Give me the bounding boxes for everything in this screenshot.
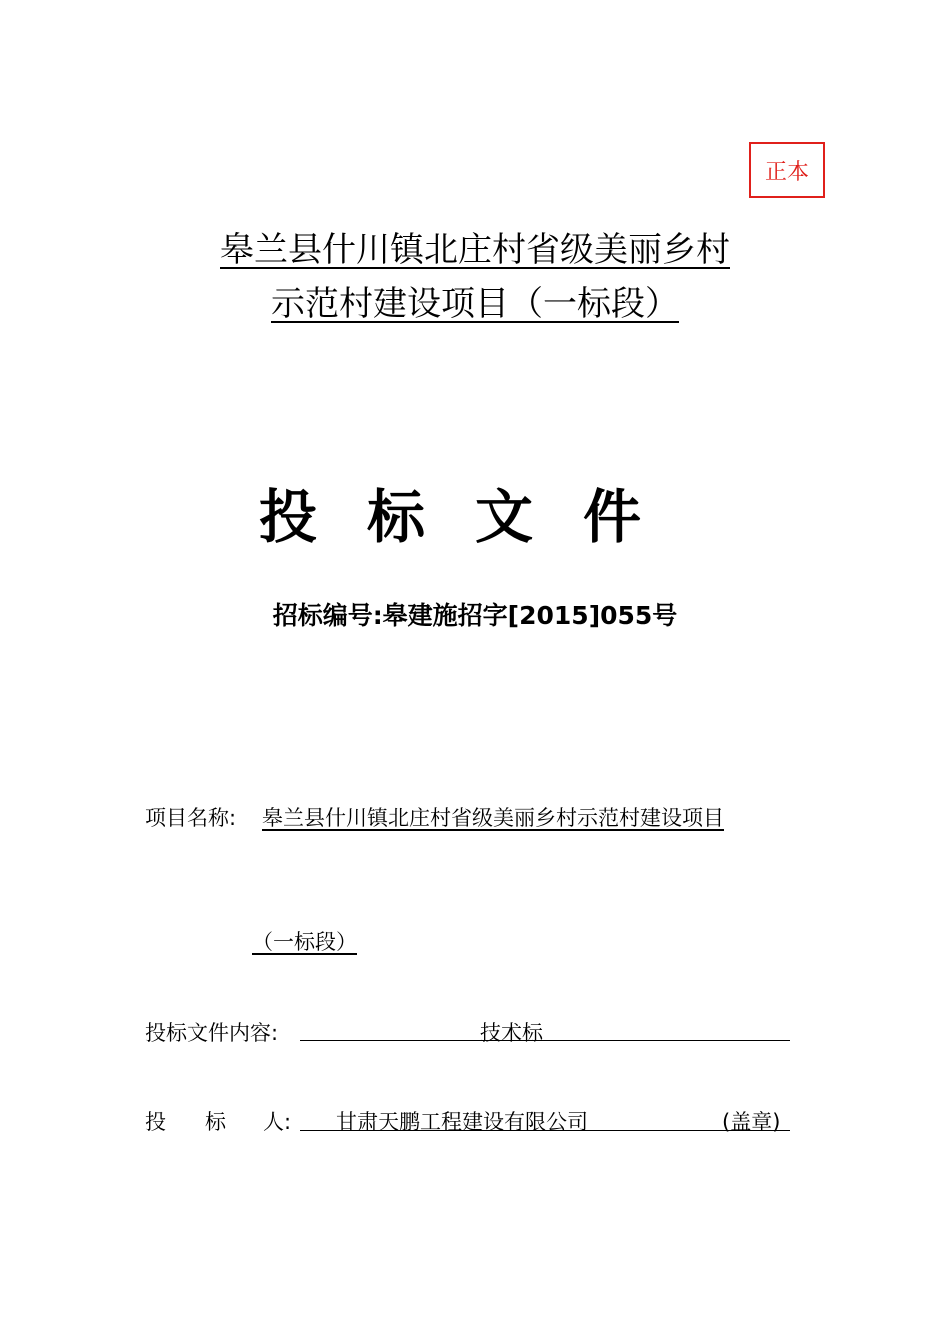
bidder-value: 甘肃天鹏工程建设有限公司 [336, 1110, 588, 1134]
project-title-line-1: 皋兰县什川镇北庄村省级美丽乡村 [220, 230, 730, 270]
content-underline [300, 1014, 790, 1041]
document-heading: 投标文件 [258, 483, 691, 551]
bidder-label-char-1: 投 [145, 1110, 166, 1134]
project-name-label: 项目名称: [145, 806, 237, 830]
project-name-value: 皋兰县什川镇北庄村省级美丽乡村示范村建设项目 [262, 806, 724, 830]
project-title-line-2: 示范村建设项目（一标段） [271, 284, 679, 324]
bidder-label-char-2: 标 [205, 1110, 226, 1134]
bid-number: 招标编号:皋建施招字[2015]055号 [272, 601, 678, 630]
content-label: 投标文件内容: [145, 1021, 279, 1045]
content-value: 技术标 [480, 1021, 543, 1045]
project-name-value-cont: （一标段） [252, 930, 357, 954]
original-copy-stamp: 正本 [749, 142, 825, 198]
bidder-label-char-3: 人: [263, 1110, 292, 1134]
seal-note: (盖章) [722, 1110, 781, 1134]
